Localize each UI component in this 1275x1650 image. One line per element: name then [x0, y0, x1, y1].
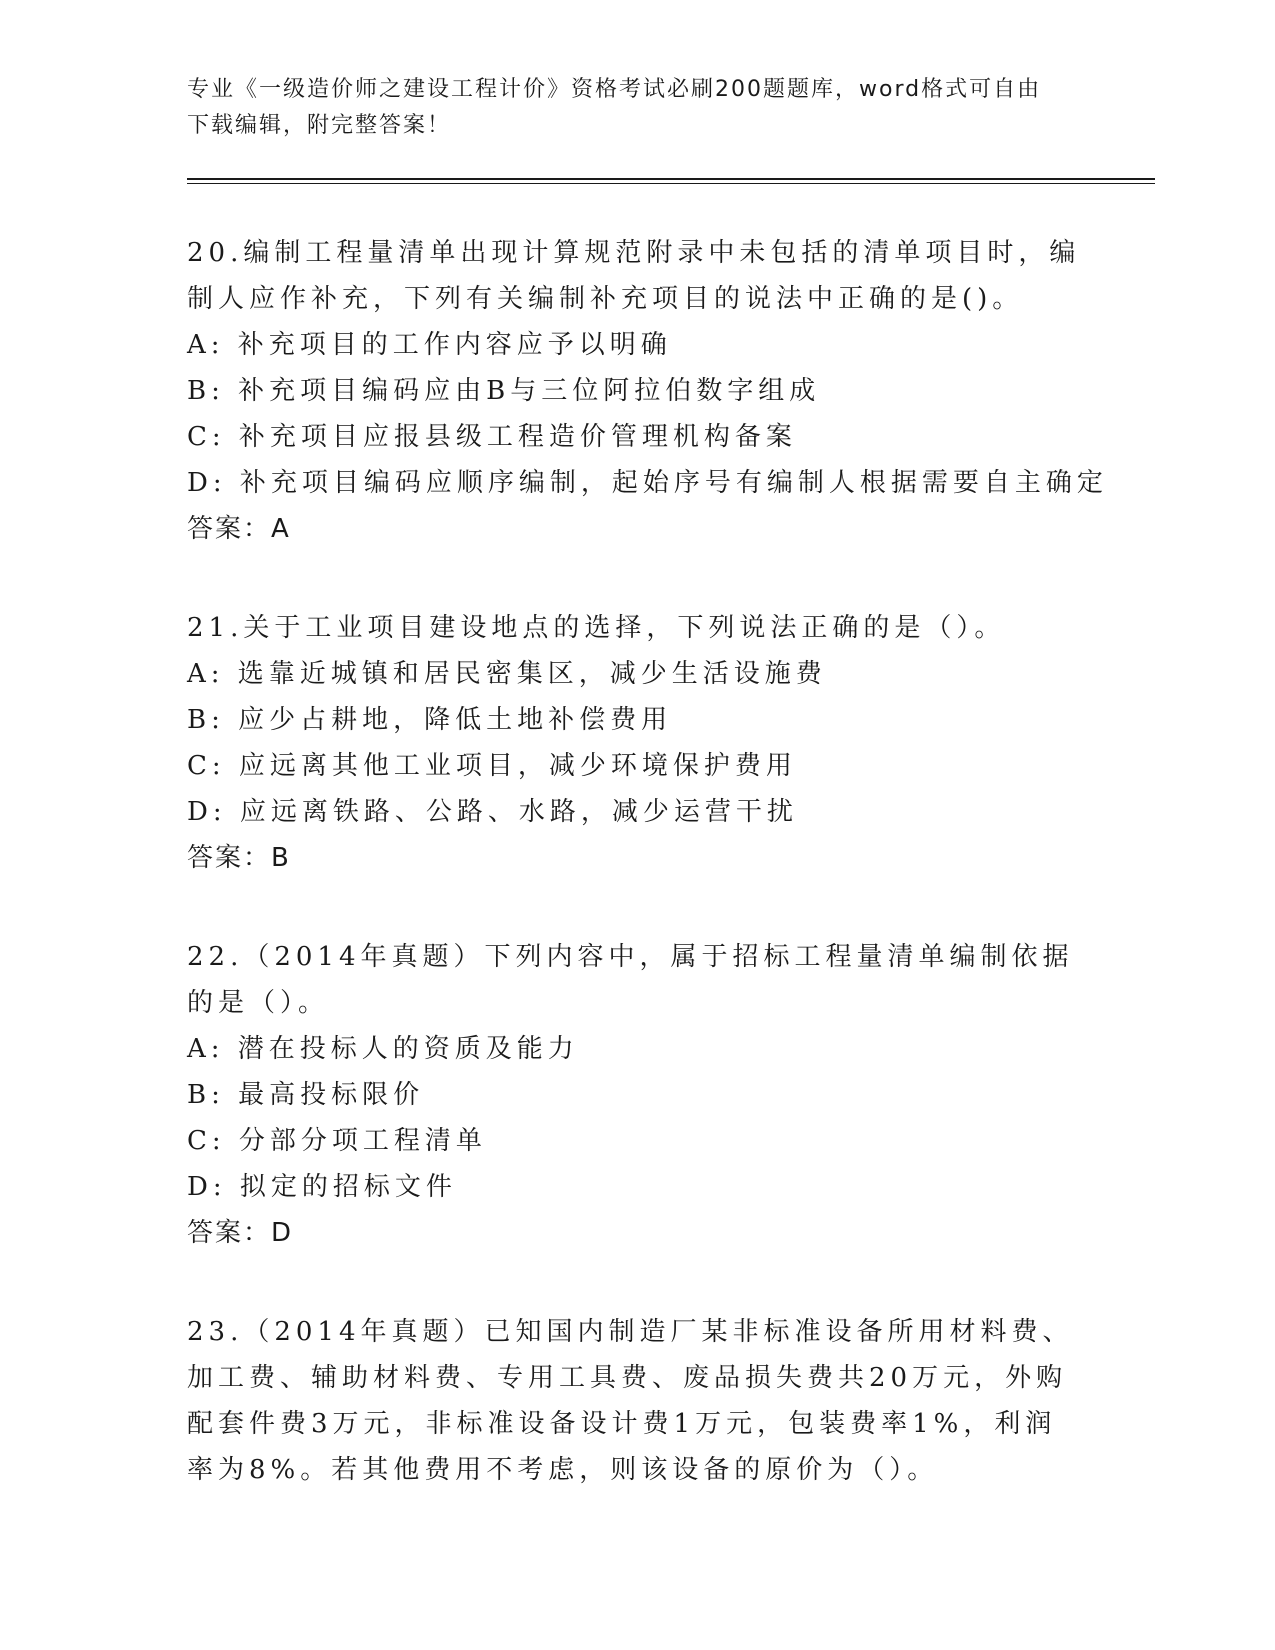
question-stem: 23.（2014年真题）已知国内制造厂某非标准设备所用材料费、加工费、辅助材料费、专用工具费、废品损失费共20万元，外购配套件费3万元，非标准设备设计费1万元，包装费率1%，利润率为8%。若其他费用不考虑，则该设备的原价为（）。 [187, 1317, 1074, 1485]
option-d: D: 补充项目编码应顺序编制，起始序号有编制人根据需要自主确定 [187, 468, 1108, 498]
question-21 [187, 605, 1087, 881]
answer: 答案：B [187, 843, 291, 873]
question-23 [187, 1309, 1087, 1493]
question-list [187, 230, 1108, 1546]
option-b: B: 补充项目编码应由B与三位阿拉伯数字组成 [187, 376, 821, 406]
question-stem: 20.编制工程量清单出现计算规范附录中未包括的清单项目时，编制人应作补充，下列有关编制补充项目的说法中正确的是()。 [187, 238, 1081, 314]
header-divider-thick [187, 178, 1155, 180]
option-b: B: 应少占耕地，降低土地补偿费用 [187, 705, 673, 735]
header-line-1: 专业《一级造价师之建设工程计价》资格考试必刷200题题库，word格式可自由 [187, 77, 1042, 102]
option-d: D: 应远离铁路、公路、水路，减少运营干扰 [187, 797, 798, 827]
question-22 [187, 934, 1087, 1256]
question-stem: 22.（2014年真题）下列内容中，属于招标工程量清单编制依据的是（）。 [187, 942, 1074, 1018]
question-20 [187, 230, 1108, 552]
header-line-2: 下载编辑，附完整答案！ [187, 113, 452, 138]
option-c: C: 应远离其他工业项目，减少环境保护费用 [187, 751, 797, 781]
header-divider-thin [187, 183, 1155, 184]
question-stem: 21.关于工业项目建设地点的选择，下列说法正确的是（）。 [187, 613, 1006, 643]
option-a: A: 选靠近城镇和居民密集区，减少生活设施费 [187, 659, 827, 689]
option-c: C: 补充项目应报县级工程造价管理机构备案 [187, 422, 797, 452]
option-a: A: 补充项目的工作内容应予以明确 [187, 330, 672, 360]
option-a: A: 潜在投标人的资质及能力 [187, 1034, 579, 1064]
document-header [187, 72, 1087, 144]
answer: 答案：D [187, 1218, 294, 1248]
answer: 答案：A [187, 514, 291, 544]
option-d: D: 拟定的招标文件 [187, 1172, 457, 1202]
option-b: B: 最高投标限价 [187, 1080, 425, 1110]
option-c: C: 分部分项工程清单 [187, 1126, 487, 1156]
